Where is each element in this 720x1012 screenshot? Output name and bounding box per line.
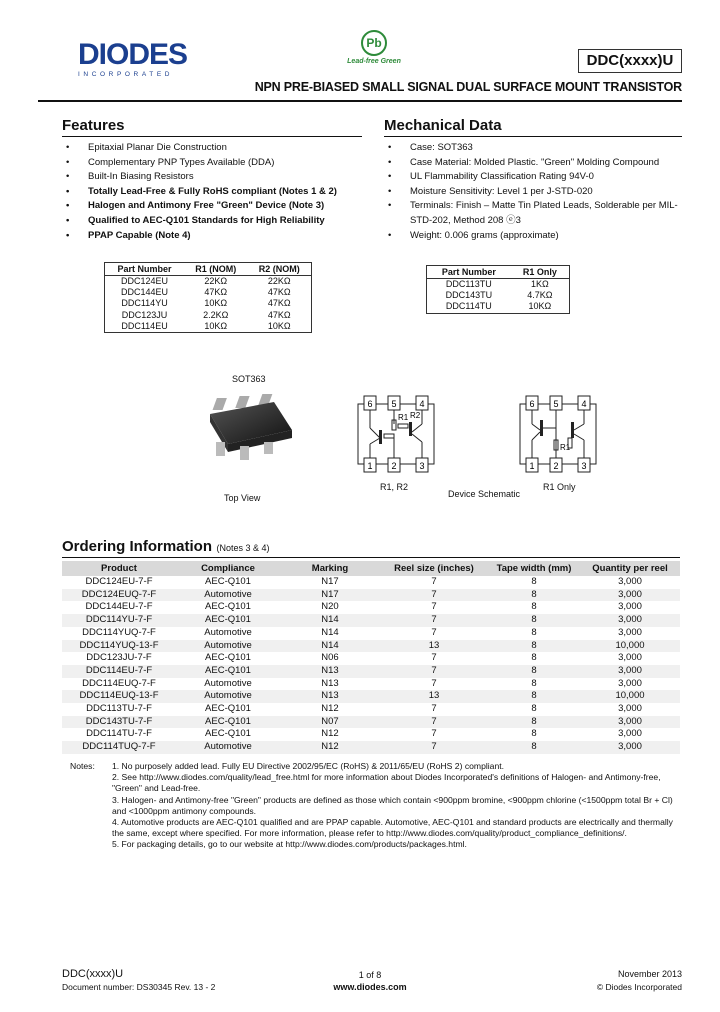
- device-schematic-label: Device Schematic: [448, 489, 521, 499]
- feature-item: • Qualified to AEC-Q101 Standards for High Reliability: [62, 214, 362, 229]
- table-cell: 8: [488, 716, 580, 729]
- r1-only-table: [426, 265, 570, 314]
- table-cell: DDC113TU-7-F: [86, 703, 152, 715]
- table-cell: DDC114YU-7-F: [62, 614, 176, 627]
- table-row: [105, 287, 311, 298]
- table-cell: AEC-Q101: [176, 665, 280, 678]
- table-cell: N13: [280, 665, 380, 678]
- table-cell: 8: [488, 589, 580, 602]
- table-cell: DDC123JU: [121, 309, 168, 320]
- table-cell: 7: [431, 626, 437, 638]
- notes-label: Notes:: [70, 761, 95, 771]
- table-cell: DDC124EUQ-7-F: [62, 589, 176, 602]
- top-view-label: Top View: [224, 493, 261, 503]
- mechanical-item: • UL Flammability Classification Rating 94V-0: [384, 170, 680, 185]
- table-cell: N17: [321, 576, 339, 587]
- table-cell: 7: [431, 601, 437, 613]
- table-cell: DDC114TUQ-7-F: [62, 741, 176, 754]
- table-header-cell: R2 (NOM): [248, 263, 311, 276]
- table-cell: 10,000: [580, 640, 680, 653]
- table-cell: N07: [280, 716, 380, 729]
- mechanical-list: [384, 141, 680, 243]
- document-subtitle: NPN PRE-BIASED SMALL SIGNAL DUAL SURFACE MOUNT TRANSISTOR: [254, 80, 682, 94]
- table-cell: 3,000: [618, 677, 642, 689]
- table-row: [105, 298, 311, 309]
- table-row: [62, 576, 680, 589]
- table-cell: AEC-Q101: [205, 728, 251, 740]
- table-cell: 7: [431, 677, 437, 689]
- table-cell: 8: [488, 614, 580, 627]
- table-cell: DDC144EU-7-F: [85, 601, 153, 613]
- table-cell: DDC113TU: [445, 279, 492, 289]
- note-item: 5. For packaging details, go to our website at http://www.diodes.com/products/packages.html.: [112, 839, 467, 850]
- table-row: [427, 301, 569, 312]
- table-cell: N13: [280, 690, 380, 703]
- ordering-notes-ref: (Notes 3 & 4): [216, 543, 270, 553]
- resistor-label: R1: [398, 413, 409, 422]
- table-cell: 47KΩ: [267, 287, 291, 298]
- table-cell: Automotive: [176, 690, 280, 703]
- schematic-r1-r2: [354, 394, 438, 478]
- table-row: [62, 716, 680, 729]
- table-header-cell: Part Number: [105, 263, 184, 276]
- pin-label: 5: [553, 399, 559, 409]
- table-cell: DDC143TU: [445, 290, 493, 301]
- table-cell: DDC114EUQ-13-F: [62, 690, 176, 703]
- table-cell: 3,000: [618, 576, 642, 587]
- table-cell: 7: [431, 703, 437, 715]
- ordering-header-cell: Product: [62, 561, 176, 576]
- pin-label: 3: [419, 461, 425, 471]
- pin-label: 6: [367, 399, 373, 409]
- feature-item: • Built-In Biasing Resistors: [62, 170, 362, 185]
- table-cell: 10KΩ: [267, 320, 291, 331]
- table-cell: 3,000: [618, 652, 642, 664]
- footer-page: 1 of 8: [358, 970, 382, 980]
- table-cell: N20: [321, 601, 339, 613]
- table-cell: 13: [380, 690, 488, 703]
- table-cell: 47KΩ: [267, 298, 291, 309]
- table-cell: 10KΩ: [204, 298, 228, 309]
- diodes-logo: [78, 40, 202, 80]
- pin-label: 3: [581, 461, 587, 471]
- table-row: [62, 741, 680, 754]
- table-cell: 8: [488, 640, 580, 653]
- table-row: [427, 290, 569, 301]
- table-cell: AEC-Q101: [205, 576, 251, 587]
- mechanical-item: • Moisture Sensitivity: Level 1 per J-STD-020: [384, 185, 680, 200]
- table-cell: DDC114YUQ-13-F: [62, 640, 176, 653]
- table-cell: 3,000: [580, 741, 680, 754]
- table-row: [62, 678, 680, 691]
- notes-block: [70, 761, 682, 851]
- table-cell: 8: [488, 665, 580, 678]
- mechanical-item: • Terminals: Finish – Matte Tin Plated Leads, Solderable per MIL-STD-202, Method 208 ⓔ3: [384, 199, 680, 228]
- table-cell: 3,000: [580, 589, 680, 602]
- r1-only-label: R1 Only: [543, 482, 576, 492]
- table-row: [427, 279, 569, 291]
- note-item: 3. Halogen- and Antimony-free "Green" products are defined as those which contain <900ppm bromine, <900ppm chlorine (<1500ppm total Br + Cl) and <1000ppm antimony compounds.: [112, 794, 673, 816]
- table-row: [62, 589, 680, 602]
- mechanical-item: • Case: SOT363: [384, 141, 680, 156]
- feature-item: • Totally Lead-Free & Fully RoHS compliant (Notes 1 & 2): [62, 185, 362, 200]
- ordering-header-cell: Reel size (inches): [380, 561, 488, 576]
- table-cell: DDC123JU-7-F: [86, 652, 152, 664]
- table-cell: 1KΩ: [530, 279, 549, 289]
- lead-free-symbol: Pb: [366, 36, 382, 50]
- table-cell: 10,000: [580, 690, 680, 703]
- table-cell: DDC124EU: [121, 276, 169, 286]
- table-cell: 3,000: [618, 601, 642, 613]
- table-cell: 8: [531, 576, 537, 587]
- table-cell: DDC114YU: [121, 298, 168, 309]
- table-cell: AEC-Q101: [205, 703, 251, 715]
- table-cell: AEC-Q101: [205, 652, 251, 664]
- sot363-package-image: [196, 384, 306, 468]
- feature-item: • Epitaxial Planar Die Construction: [62, 141, 362, 156]
- table-cell: AEC-Q101: [176, 614, 280, 627]
- table-row: [105, 321, 311, 332]
- table-cell: 3,000: [580, 665, 680, 678]
- mechanical-rule: [384, 136, 682, 137]
- table-cell: AEC-Q101: [205, 601, 251, 613]
- lead-free-icon: [361, 30, 387, 56]
- table-row: [62, 627, 680, 640]
- r1-r2-label: R1, R2: [380, 482, 409, 492]
- table-cell: 8: [488, 741, 580, 754]
- table-cell: 4.7KΩ: [527, 290, 553, 301]
- ordering-title: Ordering Information: [62, 538, 212, 555]
- table-cell: DDC144EU: [121, 287, 169, 298]
- table-cell: 3,000: [618, 703, 642, 715]
- table-cell: N12: [280, 741, 380, 754]
- table-cell: 8: [531, 652, 537, 664]
- pin-label: 5: [391, 399, 397, 409]
- table-cell: Automotive: [176, 741, 280, 754]
- table-cell: 8: [531, 703, 537, 715]
- table-row: [105, 276, 311, 288]
- pin-label: 6: [529, 399, 535, 409]
- footer-copyright: © Diodes Incorporated: [596, 982, 682, 992]
- pin-label: 4: [581, 399, 587, 409]
- table-cell: 8: [531, 677, 537, 689]
- ordering-rule: [62, 557, 680, 558]
- table-cell: 7: [431, 728, 437, 740]
- table-cell: Automotive: [176, 589, 280, 602]
- table-cell: 8: [531, 601, 537, 613]
- resistor-label: R1: [560, 443, 571, 452]
- resistor-table: [104, 262, 312, 333]
- table-row: [62, 703, 680, 716]
- table-cell: 3,000: [580, 716, 680, 729]
- table-cell: N14: [280, 640, 380, 653]
- table-cell: 7: [380, 716, 488, 729]
- ordering-header-cell: Compliance: [176, 561, 280, 576]
- table-cell: 8: [531, 626, 537, 638]
- note-item: 1. No purposely added lead. Fully EU Directive 2002/95/EC (RoHS) & 2011/65/EU (RoHS 2) compliant.: [112, 761, 504, 771]
- table-header-cell: R1 (NOM): [184, 263, 247, 276]
- header-divider: [38, 100, 682, 102]
- pin-label: 1: [529, 461, 535, 471]
- pin-label: 4: [419, 399, 425, 409]
- pin-label: 2: [553, 461, 559, 471]
- table-cell: 3,000: [618, 728, 642, 740]
- mechanical-title: Mechanical Data: [384, 117, 502, 134]
- table-cell: 3,000: [618, 626, 642, 638]
- lead-free-caption: Lead-free Green: [347, 58, 401, 65]
- note-item: 4. Automotive products are AEC-Q101 qualified and are PPAP capable. Automotive, AEC-Q101 and standard products are electrically and thermally the same, except where specified. For more information, please refer to http://www.diodes.com/quality/product_compliance_definitions/.: [112, 817, 673, 839]
- table-row: [62, 614, 680, 627]
- ordering-header-cell: Tape width (mm): [488, 561, 580, 576]
- note-item: 2. See http://www.diodes.com/quality/lead_free.html for more information about Diodes Incorporated's definitions of Halogen- and Antimony-free, "Green" and Lead-free.: [112, 772, 661, 794]
- table-cell: N06: [321, 652, 339, 664]
- mechanical-item: • Case Material: Molded Plastic. "Green" Molding Compound: [384, 156, 680, 171]
- table-row: [62, 601, 680, 614]
- ordering-header-cell: Quantity per reel: [580, 561, 680, 576]
- table-header-cell: Part Number: [427, 266, 511, 279]
- table-cell: N14: [280, 614, 380, 627]
- table-row: [62, 690, 680, 703]
- table-cell: AEC-Q101: [176, 716, 280, 729]
- footer-url[interactable]: www.diodes.com: [333, 982, 407, 992]
- table-row: [62, 728, 680, 741]
- mechanical-section: [384, 117, 682, 134]
- package-label: SOT363: [232, 374, 266, 384]
- table-cell: 10KΩ: [204, 320, 228, 331]
- table-cell: 7: [380, 741, 488, 754]
- table-cell: Automotive: [204, 626, 252, 638]
- table-header-cell: R1 Only: [511, 266, 569, 279]
- table-cell: N12: [321, 703, 339, 715]
- features-rule: [62, 136, 362, 137]
- table-cell: DDC114EU-7-F: [62, 665, 176, 678]
- lead-free-badge: [338, 30, 410, 78]
- table-cell: DDC114YUQ-7-F: [82, 626, 156, 638]
- feature-item: • Complementary PNP Types Available (DDA): [62, 156, 362, 171]
- table-cell: DDC114EUQ-7-F: [82, 677, 156, 689]
- pin-label: 2: [391, 461, 397, 471]
- table-row: [62, 652, 680, 665]
- table-cell: 8: [488, 690, 580, 703]
- logo-text: DIODES: [78, 38, 188, 71]
- table-cell: 47KΩ: [204, 287, 228, 298]
- ordering-header-cell: Marking: [280, 561, 380, 576]
- table-cell: DDC114TU-7-F: [86, 728, 152, 740]
- table-cell: 7: [380, 665, 488, 678]
- mechanical-item: • Weight: 0.006 grams (approximate): [384, 229, 680, 244]
- table-cell: DDC143TU-7-F: [62, 716, 176, 729]
- table-cell: 8: [531, 728, 537, 740]
- table-row: [62, 665, 680, 678]
- table-cell: 7: [431, 652, 437, 664]
- footer-part: DDC(xxxx)U: [62, 968, 124, 980]
- table-cell: DDC124EU-7-F: [85, 576, 153, 587]
- table-row: [62, 640, 680, 653]
- footer-date: November 2013: [617, 969, 682, 979]
- table-cell: 13: [380, 640, 488, 653]
- table-cell: 22KΩ: [204, 276, 228, 286]
- logo-subtext: INCORPORATED: [78, 71, 174, 78]
- features-title: Features: [62, 117, 125, 134]
- table-cell: 47KΩ: [267, 309, 291, 320]
- table-cell: N12: [321, 728, 339, 740]
- resistor-label: R2: [410, 411, 421, 420]
- table-cell: 7: [431, 576, 437, 587]
- table-cell: Automotive: [204, 677, 252, 689]
- features-list: [62, 141, 362, 243]
- table-cell: DDC114EU: [121, 320, 168, 331]
- table-cell: 7: [380, 614, 488, 627]
- table-row: [105, 310, 311, 321]
- table-cell: N13: [321, 677, 339, 689]
- table-cell: N14: [321, 626, 339, 638]
- footer-docnum: Document number: DS30345 Rev. 13 - 2: [62, 982, 216, 992]
- part-number-box: DDC(xxxx)U: [578, 49, 682, 73]
- ordering-title-row: [62, 538, 269, 556]
- pin-label: 1: [367, 461, 373, 471]
- table-cell: 2.2KΩ: [203, 309, 229, 320]
- table-cell: Automotive: [176, 640, 280, 653]
- feature-item: • Halogen and Antimony Free "Green" Device (Note 3): [62, 199, 362, 214]
- table-cell: 7: [380, 589, 488, 602]
- table-cell: 10KΩ: [528, 301, 552, 312]
- features-section: [62, 117, 362, 134]
- table-cell: 3,000: [580, 614, 680, 627]
- table-cell: DDC114TU: [445, 301, 492, 312]
- feature-item: • PPAP Capable (Note 4): [62, 229, 362, 244]
- table-cell: N17: [280, 589, 380, 602]
- ordering-table-wrap: [62, 561, 680, 754]
- table-cell: 22KΩ: [267, 276, 291, 286]
- schematic-r1-only: [516, 394, 600, 478]
